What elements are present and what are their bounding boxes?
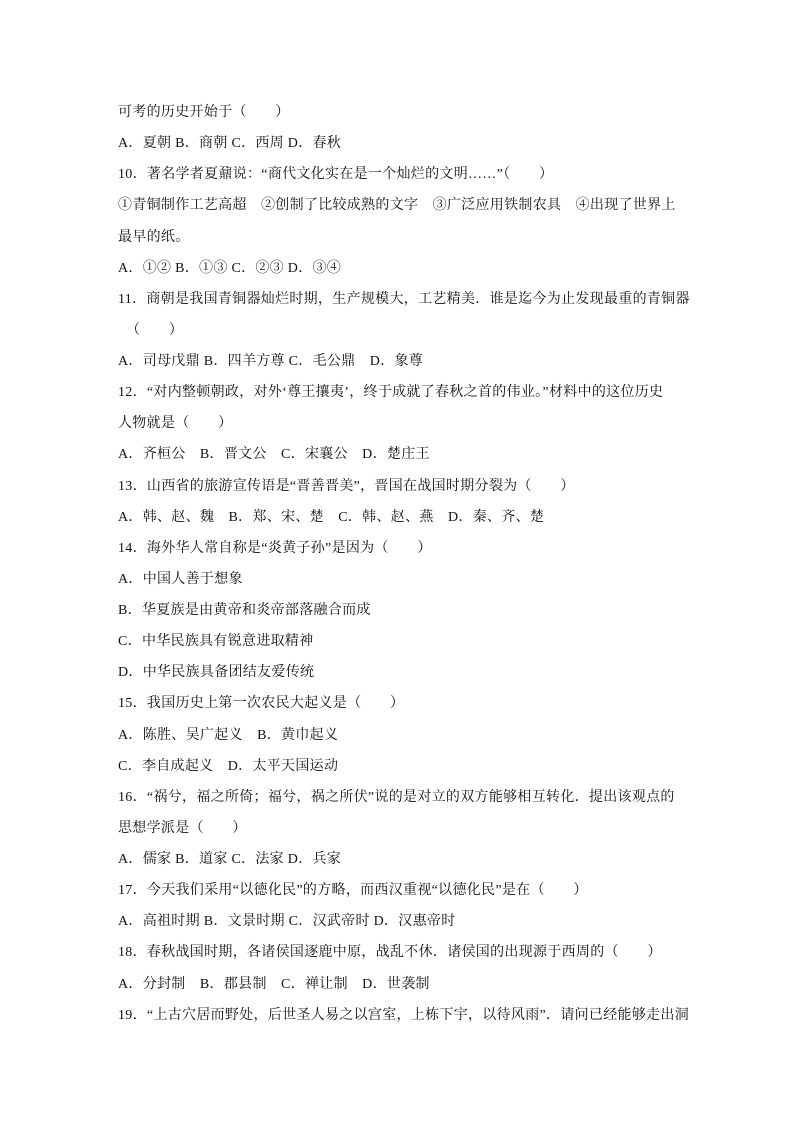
- question-9-options: A．夏朝 B．商朝 C．西周 D．春秋: [118, 136, 342, 152]
- question-18-stem: 18．春秋战国时期，各诸侯国逐鹿中原，战乱不休．诸侯国的出现源于西周的（ ）: [118, 945, 662, 961]
- question-16-stem: 16．“祸兮，福之所倚；福兮，祸之所伏”说的是对立的双方能够相互转化．提出该观点的: [118, 789, 675, 805]
- question-9-stem-continued: 可考的历史开始于（ ）: [118, 105, 290, 120]
- question-11-stem: 11．商朝是我国青铜器灿烂时期，生产规模大，工艺精美．谁是迄今为止发现最重的青铜器: [118, 291, 690, 307]
- question-10-options: A．①② B．①③ C．②③ D．③④: [118, 260, 342, 276]
- question-14-option-b: B．华夏族是由黄帝和炎帝部落融合而成: [118, 603, 371, 618]
- question-19-stem: 19．“上古穴居而野处，后世圣人易之以宫室，上栋下宇，以待风雨”．请问已经能够走出洞: [118, 1007, 690, 1023]
- question-10-statements: ①青铜制作工艺高超 ②创制了比较成熟的文字 ③广泛应用铁制农具 ④出现了世界上: [118, 198, 676, 214]
- question-17-stem: 17．今天我们采用“以德化民”的方略，而西汉重视“以德化民”是在（ ）: [118, 883, 588, 899]
- question-17-options: A．高祖时期 B．文景时期 C．汉武帝时 D．汉惠帝时: [118, 914, 456, 930]
- question-11-options: A．司母戊鼎 B．四羊方尊 C．毛公鼎 D．象尊: [118, 354, 424, 369]
- question-16-options: A．儒家 B．道家 C．法家 D．兵家: [118, 852, 342, 867]
- question-11-answer-blank: （ ）: [126, 322, 184, 338]
- question-15-options-cd: C．李自成起义 D．太平天国运动: [118, 758, 339, 774]
- question-18-options: A．分封制 B．郡县制 C．禅让制 D．世袭制: [118, 976, 430, 992]
- question-14-option-d: D．中华民族具备团结友爱传统: [118, 665, 315, 681]
- question-15-options-ab: A．陈胜、吴广起义 B．黄巾起义: [118, 727, 339, 743]
- question-14-option-a: A．中国人善于想象: [118, 571, 243, 587]
- question-10-stem: 10．著名学者夏鼐说：“商代文化实在是一个灿烂的文明……”（ ）: [118, 167, 554, 183]
- question-12-stem: 12．“对内整顿朝政，对外‘尊王攘夷’，终于成就了春秋之首的伟业。”材料中的这位历史: [118, 385, 664, 401]
- question-14-option-c: C．中华民族具有锐意进取精神: [118, 634, 314, 650]
- question-12-stem-continued: 人物就是（ ）: [118, 416, 233, 432]
- question-12-options: A．齐桓公 B．晋文公 C．宋襄公 D．楚庄王: [118, 447, 430, 463]
- question-list: [118, 97, 718, 1031]
- question-14-stem: 14．海外华人常自称是“炎黄子孙”是因为（ ）: [118, 540, 432, 556]
- question-13-stem: 13．山西省的旅游宣传语是“晋善晋美”，晋国在战国时期分裂为（ ）: [118, 478, 575, 494]
- question-13-options: A．韩、赵、魏 B．郑、宋、楚 C．韩、赵、燕 D．秦、齐、楚: [118, 509, 545, 525]
- question-10-statements-continued: 最早的纸。: [118, 229, 190, 245]
- question-15-stem: 15．我国历史上第一次农民大起义是（ ）: [118, 696, 405, 712]
- question-16-stem-continued: 思想学派是（ ）: [118, 820, 247, 836]
